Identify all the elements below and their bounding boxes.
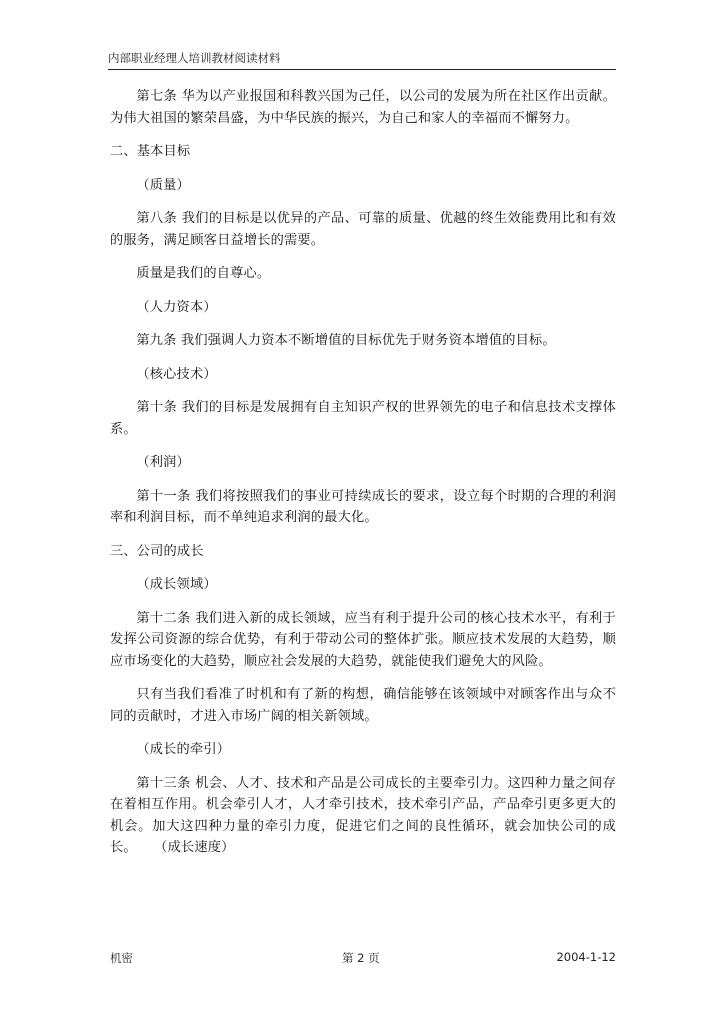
article-12-continued: 只有当我们看准了时机和有了新的构想，确信能够在该领域中对顾客作出与众不同的贡献时，才进入市场广阔的相关新领域。 [110, 687, 616, 724]
section-heading-company-growth: 三、公司的成长 [110, 543, 204, 559]
subheading-human-capital: （人力资本） [136, 299, 217, 315]
quality-statement: 质量是我们的自尊心。 [136, 266, 271, 281]
header-title: 内部职业经理人培训教材阅读材料 [108, 51, 281, 65]
article-13-text: 第十三条 机会、人才、技术和产品是公司成长的主要牵引力。这四种力量之间存在着相互作用。机会牵引人才，人才牵引技术，技术牵引产品，产品牵引更多更大的机会。加大这四种力量的牵引力度，促进它们之间的良性循环，就会加快公司的成长。 [110, 775, 616, 855]
article-9: 第九条 我们强调人力资本不断增值的目标优先于财务资本增值的目标。 [136, 333, 556, 348]
subheading-quality: （质量） [136, 177, 190, 193]
subheading-growth-areas: （成长领域） [136, 577, 217, 592]
subheading-profit: （利润） [136, 455, 190, 470]
section-heading-basic-goals: 二、基本目标 [110, 144, 191, 159]
subheading-growth-traction: （成长的牵引） [136, 742, 231, 757]
article-11: 第十一条 我们将按照我们的事业可持续成长的要求，设立每个时期的合理的利润率和利润目标，而不单纯追求利润的最大化。 [110, 488, 616, 525]
page-footer [110, 950, 616, 966]
footer-page-number: 第 2 页 [342, 951, 380, 965]
article-7: 第七条 华为以产业报国和科教兴国为己任，以公司的发展为所在社区作出贡献。为伟大祖国的繁荣昌盛，为中华民族的振兴，为自己和家人的幸福而不懈努力。 [110, 89, 616, 126]
subheading-core-technology: （核心技术） [136, 366, 217, 382]
footer-confidential: 机密 [110, 951, 133, 965]
article-12: 第十二条 我们进入新的成长领域，应当有利于提升公司的核心技术水平，有利于发挥公司资源的综合优势，有利于带动公司的整体扩张。顺应技术发展的大趋势，顺应市场变化的大趋势，顺应社会发展的大趋势，就能使我们避免大的风险。 [110, 610, 616, 669]
article-10: 第十条 我们的目标是发展拥有自主知识产权的世界领先的电子和信息技术支撑体系。 [110, 400, 616, 437]
footer-date: 2004-1-12 [556, 950, 616, 964]
article-13 [110, 773, 616, 859]
subheading-growth-speed: （成长速度） [160, 840, 235, 855]
page-header [108, 50, 616, 70]
document-body [110, 86, 616, 871]
article-8: 第八条 我们的目标是以优异的产品、可靠的质量、优越的终生效能费用比和有效的服务，满足顾客日益增长的需要。 [110, 211, 616, 248]
